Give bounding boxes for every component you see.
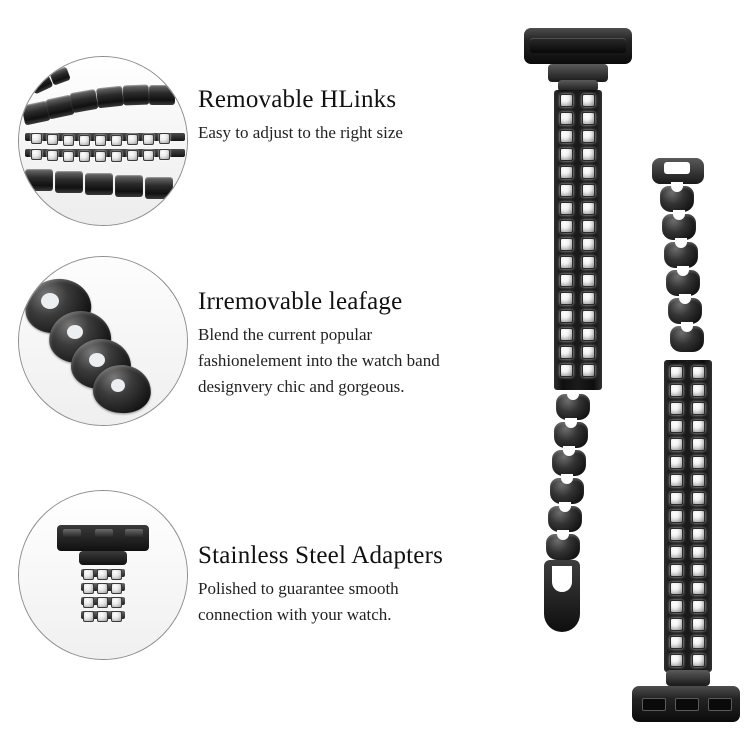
rhinestone (692, 420, 705, 433)
feature-description: Easy to adjust to the right size (198, 122, 403, 142)
rhinestone (97, 583, 108, 594)
rhinestone (582, 148, 595, 161)
rhinestone (692, 546, 705, 559)
rhinestone (692, 654, 705, 667)
rhinestone (560, 364, 573, 377)
rhinestone (83, 597, 94, 608)
h-link (660, 186, 694, 212)
rhinestone (692, 492, 705, 505)
feature-text-leafage (188, 256, 458, 401)
rhinestone (63, 151, 74, 162)
chain-link (85, 173, 113, 195)
adapter-slot (63, 529, 81, 538)
rhinestone (582, 292, 595, 305)
rhinestone (692, 366, 705, 379)
rhinestone (159, 133, 170, 144)
rhinestone (560, 310, 573, 323)
rhinestone (692, 564, 705, 577)
rhinestone (692, 438, 705, 451)
watch-lug-adapter-top (524, 28, 632, 64)
chain-link (25, 169, 53, 191)
h-link (548, 506, 582, 532)
rhinestone (111, 569, 122, 580)
rhinestone (560, 130, 573, 143)
adapter-neck (79, 551, 127, 565)
rhinestone (692, 600, 705, 613)
rhinestone (97, 569, 108, 580)
feature-text-adapters (188, 490, 458, 628)
rhinestone (670, 600, 683, 613)
rhinestone (670, 654, 683, 667)
rhinestone (670, 474, 683, 487)
watch-lug-adapter-bottom (632, 686, 740, 722)
rhinestone (692, 474, 705, 487)
leaf-highlight (67, 325, 83, 339)
rhinestone (582, 166, 595, 179)
adapter-slot (125, 529, 143, 538)
circle-photo-leafage (18, 256, 188, 426)
chain-link (96, 86, 124, 109)
rhinestone (670, 384, 683, 397)
rhinestone (560, 238, 573, 251)
rhinestone (670, 636, 683, 649)
rhinestone (670, 618, 683, 631)
chain-link (123, 85, 150, 106)
rhinestone (582, 130, 595, 143)
rhinestone (692, 528, 705, 541)
rhinestone (560, 202, 573, 215)
rhinestone (83, 569, 94, 580)
rhinestone (582, 346, 595, 359)
product-image (420, 0, 750, 750)
rhinestone (31, 149, 42, 160)
h-link (546, 534, 580, 560)
rhinestone (582, 184, 595, 197)
rhinestone (670, 402, 683, 415)
rhinestone (670, 528, 683, 541)
rhinestone (127, 134, 138, 145)
rhinestone (670, 456, 683, 469)
chain-link (115, 175, 143, 197)
rhinestone (670, 492, 683, 505)
rhinestone (63, 135, 74, 146)
rhinestone (560, 166, 573, 179)
h-link (552, 450, 586, 476)
leaf-highlight (111, 379, 125, 392)
feature-block-leafage (18, 256, 458, 426)
lug-slot (675, 698, 699, 711)
rhinestone (560, 256, 573, 269)
strand-b-top-opening (664, 162, 690, 174)
rhinestone (582, 112, 595, 125)
rhinestone (692, 456, 705, 469)
rhinestone (670, 438, 683, 451)
rhinestone (582, 364, 595, 377)
rhinestone (670, 546, 683, 559)
rhinestone (560, 292, 573, 305)
rhinestone (79, 151, 90, 162)
feature-title: Stainless Steel Adapters (198, 542, 444, 569)
rhinestone (47, 150, 58, 161)
rhinestone (582, 220, 595, 233)
rhinestone (582, 202, 595, 215)
rhinestone (692, 510, 705, 523)
feature-title: Removable HLinks (198, 86, 397, 113)
rhinestone (111, 583, 122, 594)
chain-link (149, 85, 175, 105)
lug-slot (567, 40, 591, 53)
rhinestone (670, 366, 683, 379)
feature-text-hlinks (188, 56, 403, 146)
rhinestone (560, 112, 573, 125)
h-link (554, 422, 588, 448)
rhinestone (692, 582, 705, 595)
rhinestone (560, 148, 573, 161)
leaf-highlight (89, 353, 105, 367)
h-link (662, 214, 696, 240)
rhinestone (670, 510, 683, 523)
h-link (670, 326, 704, 352)
rhinestone (582, 310, 595, 323)
rhinestone (111, 611, 122, 622)
rhinestone (95, 151, 106, 162)
rhinestone (582, 328, 595, 341)
rhinestone (31, 133, 42, 144)
feature-description: Polished to guarantee smooth connection with your watch. (198, 578, 399, 624)
leaf-highlight (41, 293, 59, 309)
rhinestone (83, 583, 94, 594)
rhinestone (692, 618, 705, 631)
feature-block-hlinks (18, 56, 403, 226)
lug-slot (708, 698, 732, 711)
rhinestone (560, 346, 573, 359)
rhinestone (159, 149, 170, 160)
rhinestone (143, 150, 154, 161)
circle-photo-hlinks (18, 56, 188, 226)
rhinestone (111, 151, 122, 162)
rhinestone (97, 611, 108, 622)
rhinestone (560, 274, 573, 287)
rhinestone (560, 184, 573, 197)
rhinestone (582, 274, 595, 287)
lug-slot (600, 40, 624, 53)
rhinestone (582, 256, 595, 269)
feature-block-adapters (18, 490, 458, 660)
rhinestone (692, 402, 705, 415)
rhinestone (670, 420, 683, 433)
h-link (550, 478, 584, 504)
rhinestone (127, 150, 138, 161)
feature-title: Irremovable leafage (198, 288, 403, 315)
h-link (666, 270, 700, 296)
rhinestone (692, 384, 705, 397)
rhinestone (560, 94, 573, 107)
rhinestone (692, 636, 705, 649)
adapter-slot (95, 529, 113, 538)
chain-link (145, 177, 173, 199)
adapter-neck (666, 670, 710, 686)
h-link (664, 242, 698, 268)
rhinestone (670, 582, 683, 595)
rhinestone (560, 328, 573, 341)
rhinestone (111, 135, 122, 146)
rhinestone (47, 134, 58, 145)
h-link (668, 298, 702, 324)
rhinestone (582, 94, 595, 107)
rhinestone (582, 238, 595, 251)
rhinestone (560, 220, 573, 233)
rhinestone (670, 564, 683, 577)
h-link (556, 394, 590, 420)
rhinestone (111, 597, 122, 608)
feature-description: Blend the current popular fashionelement into the watch band designvery chic and gorgeous. (198, 324, 440, 397)
rhinestone (97, 597, 108, 608)
lug-slot (642, 698, 666, 711)
lug-slot (534, 40, 558, 53)
chain-link (55, 171, 83, 193)
circle-photo-adapter (18, 490, 188, 660)
clasp-opening (552, 566, 572, 592)
rhinestone (95, 135, 106, 146)
rhinestone (79, 135, 90, 146)
rhinestone (143, 134, 154, 145)
rhinestone (83, 611, 94, 622)
